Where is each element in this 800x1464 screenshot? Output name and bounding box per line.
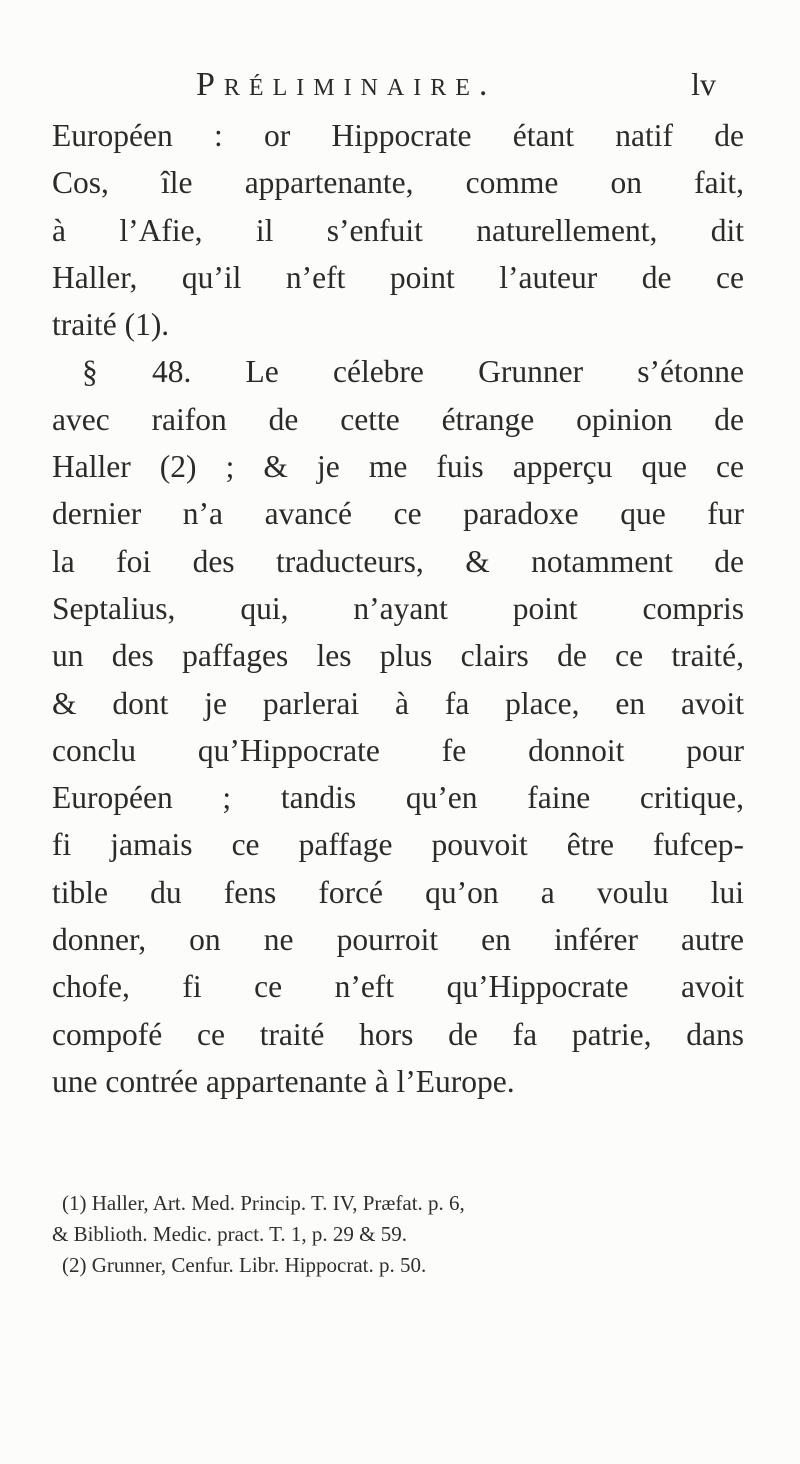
text-line: Européen ; tandis qu’en faine critique, <box>52 780 744 816</box>
text-line: un des paffages les plus clairs de ce traité, <box>52 638 744 674</box>
body-text <box>52 112 744 1105</box>
text-line: Cos, île appartenante, comme on fait, <box>52 165 744 201</box>
text-line: Européen : or Hippocrate étant natif de <box>52 118 744 153</box>
text-line: compofé ce traité hors de fa patrie, dans <box>52 1016 744 1052</box>
text-line: & dont je parlerai à fa place, en avoit <box>52 685 744 721</box>
text-line: à l’Afie, il s’enfuit naturellement, dit <box>52 212 744 248</box>
footnote-2: (2) Grunner, Cenfur. Libr. Hippocrat. p. 50. <box>62 1253 427 1277</box>
text-line: donner, on ne pourroit en inférer autre <box>52 922 744 958</box>
text-line: une contrée appartenante à l’Europe. <box>52 1063 515 1099</box>
footnote-1-continued: & Biblioth. Medic. pract. T. 1, p. 29 & 59. <box>52 1222 408 1246</box>
text-line: fi jamais ce paffage pouvoit être fufcep- <box>52 827 744 863</box>
running-title: Préliminaire. <box>196 66 497 103</box>
text-line: avec raifon de cette étrange opinion de <box>52 401 744 437</box>
text-line: la foi des traducteurs, & notamment de <box>52 543 744 579</box>
page-number: lv <box>691 66 716 102</box>
footnote-1: (1) Haller, Art. Med. Princip. T. IV, Præfat. p. 6, <box>62 1191 465 1215</box>
text-line: chofe, fi ce n’eft qu’Hippocrate avoit <box>52 969 744 1005</box>
text-line: Haller, qu’il n’eft point l’auteur de ce <box>52 259 744 295</box>
text-line: tible du fens forcé qu’on a voulu lui <box>52 874 744 910</box>
text-line: Haller (2) ; & je me fuis apperçu que ce <box>52 449 744 485</box>
running-head <box>196 66 716 110</box>
text-line: Septalius, qui, n’ayant point compris <box>52 590 744 626</box>
text-line: traité (1). <box>52 307 170 343</box>
text-line: § 48. Le célebre Grunner s’étonne <box>82 354 744 390</box>
text-line: dernier n’a avancé ce paradoxe que fur <box>52 496 744 532</box>
footnotes <box>52 1188 744 1281</box>
text-line: conclu qu’Hippocrate fe donnoit pour <box>52 732 744 768</box>
